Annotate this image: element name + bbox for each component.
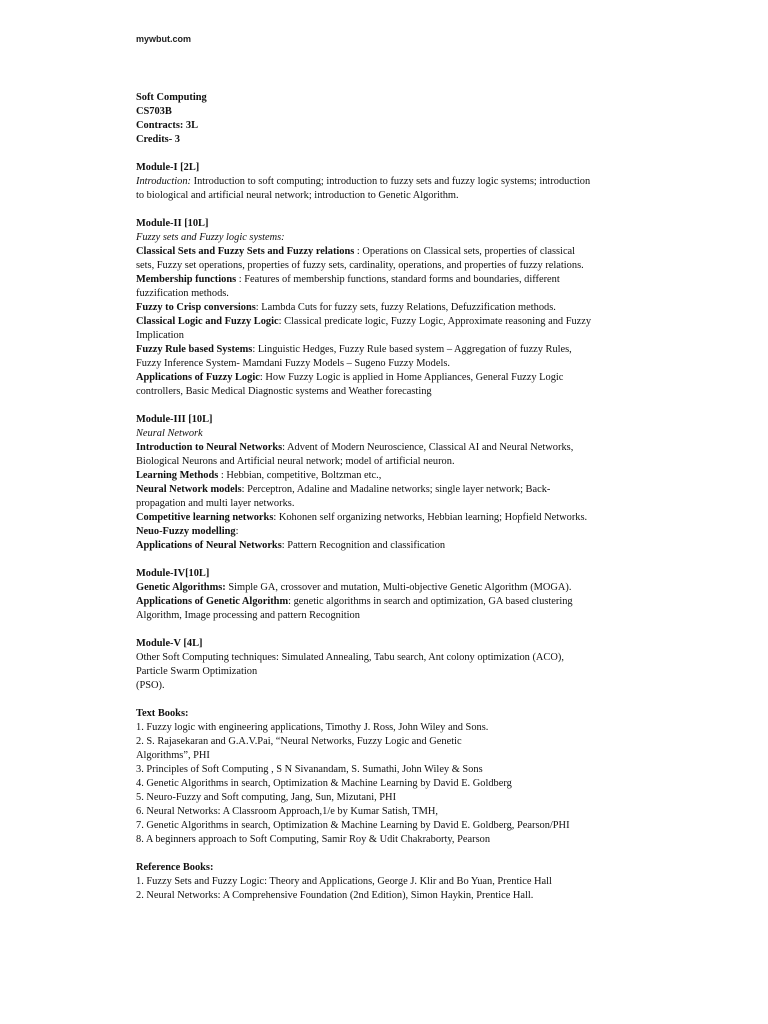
module-5-line: Particle Swarm Optimization [136, 666, 258, 677]
module-3-line: Introduction to Neural Networks: Advent of Modern Neuroscience, Classical AI and Neural Networks, [136, 442, 574, 453]
module-1-heading: Module-I [2L] [136, 162, 200, 173]
module-3-line: Learning Methods : Hebbian, competitive, Boltzman etc., [136, 470, 382, 481]
module-3-line: Biological Neurons and Artificial neural network; model of artificial neuron. [136, 456, 455, 467]
module-3-line: Neuo-Fuzzy modelling: [136, 526, 239, 537]
module-3-line: propagation and multi layer networks. [136, 498, 295, 509]
text-book-item: 8. A beginners approach to Soft Computing, Samir Roy & Udit Chakraborty, Pearson [136, 834, 491, 845]
course-title: Soft Computing [136, 92, 207, 103]
reference-book-item: 1. Fuzzy Sets and Fuzzy Logic: Theory and Applications, George J. Klir and Bo Yuan, Prentice Hall [136, 876, 552, 887]
text-book-item: 3. Principles of Soft Computing , S N Sivanandam, S. Sumathi, John Wiley & Sons [136, 764, 483, 775]
text-book-item: 2. S. Rajasekaran and G.A.V.Pai, “Neural Networks, Fuzzy Logic and Genetic [136, 736, 462, 747]
syllabus-document [136, 91, 636, 903]
text-book-item: 6. Neural Networks: A Classroom Approach,1/e by Kumar Satish, TMH, [136, 806, 438, 817]
module-2-line: Fuzzy to Crisp conversions: Lambda Cuts for fuzzy sets, fuzzy Relations, Defuzzification methods. [136, 302, 556, 313]
module-1-line: Introduction: Introduction to soft computing; introduction to fuzzy sets and fuzzy logic systems; introduction [136, 176, 591, 187]
module-2-line: controllers, Basic Medical Diagnostic systems and Weather forecasting [136, 386, 432, 397]
module-2-line: Implication [136, 330, 184, 341]
module-4-line: Applications of Genetic Algorithm: genetic algorithms in search and optimization, GA based clustering [136, 596, 573, 607]
text-book-item: 4. Genetic Algorithms in search, Optimization & Machine Learning by David E. Goldberg [136, 778, 512, 789]
module-3-line: Neural Network models: Perceptron, Adaline and Madaline networks; single layer network; Back- [136, 484, 551, 495]
text-book-item: 7. Genetic Algorithms in search, Optimization & Machine Learning by David E. Goldberg, Pearson/PHI [136, 820, 570, 831]
module-1-line: to biological and artificial neural network; introduction to Genetic Algorithm. [136, 190, 459, 201]
text-book-item: Algorithms”, PHI [136, 750, 210, 761]
module-2-line: Classical Logic and Fuzzy Logic: Classical predicate logic, Fuzzy Logic, Approximate reasoning and Fuzzy [136, 316, 592, 327]
text-book-item: 1. Fuzzy logic with engineering applications, Timothy J. Ross, John Wiley and Sons. [136, 722, 489, 733]
module-4-heading: Module-IV[10L] [136, 568, 210, 579]
module-3-subtitle: Neural Network [136, 428, 203, 439]
module-2-line: fuzzification methods. [136, 288, 229, 299]
module-3-line: Applications of Neural Networks: Pattern Recognition and classification [136, 540, 446, 551]
module-2-line: Fuzzy Rule based Systems: Linguistic Hedges, Fuzzy Rule based system – Aggregation of fuzzy Rules, [136, 344, 572, 355]
reference-books-heading: Reference Books: [136, 862, 214, 873]
course-contracts: Contracts: 3L [136, 120, 199, 131]
module-5-line: Other Soft Computing techniques: Simulated Annealing, Tabu search, Ant colony optimization (ACO), [136, 652, 564, 663]
module-2-line: Classical Sets and Fuzzy Sets and Fuzzy relations : Operations on Classical sets, properties of classical [136, 246, 576, 257]
text-book-item: 5. Neuro-Fuzzy and Soft computing, Jang, Sun, Mizutani, PHI [136, 792, 397, 803]
course-code: CS703B [136, 106, 172, 117]
module-4-line: Genetic Algorithms: Simple GA, crossover and mutation, Multi-objective Genetic Algorithm (MOGA). [136, 582, 572, 593]
module-2-line: sets, Fuzzy set operations, properties of fuzzy sets, cardinality, operations, and properties of fuzzy relations. [136, 260, 584, 271]
course-credits: Credits- 3 [136, 134, 180, 145]
site-watermark: mywbut.com [136, 34, 192, 44]
module-5-line: (PSO). [136, 680, 165, 691]
module-2-subtitle: Fuzzy sets and Fuzzy logic systems: [136, 232, 285, 243]
module-2-line: Applications of Fuzzy Logic: How Fuzzy Logic is applied in Home Appliances, General Fuzzy Logic [136, 372, 564, 383]
module-2-line: Fuzzy Inference System- Mamdani Fuzzy Models – Sugeno Fuzzy Models. [136, 358, 450, 369]
module-3-heading: Module-III [10L] [136, 414, 213, 425]
reference-book-item: 2. Neural Networks: A Comprehensive Foundation (2nd Edition), Simon Haykin, Prentice Hall. [136, 890, 534, 901]
module-4-line: Algorithm, Image processing and pattern Recognition [136, 610, 360, 621]
module-2-line: Membership functions : Features of membership functions, standard forms and boundaries, different [136, 274, 560, 285]
text-books-heading: Text Books: [136, 708, 189, 719]
module-3-line: Competitive learning networks: Kohonen self organizing networks, Hebbian learning; Hopfield Networks. [136, 512, 588, 523]
module-5-heading: Module-V [4L] [136, 638, 203, 649]
module-2-heading: Module-II [10L] [136, 218, 209, 229]
